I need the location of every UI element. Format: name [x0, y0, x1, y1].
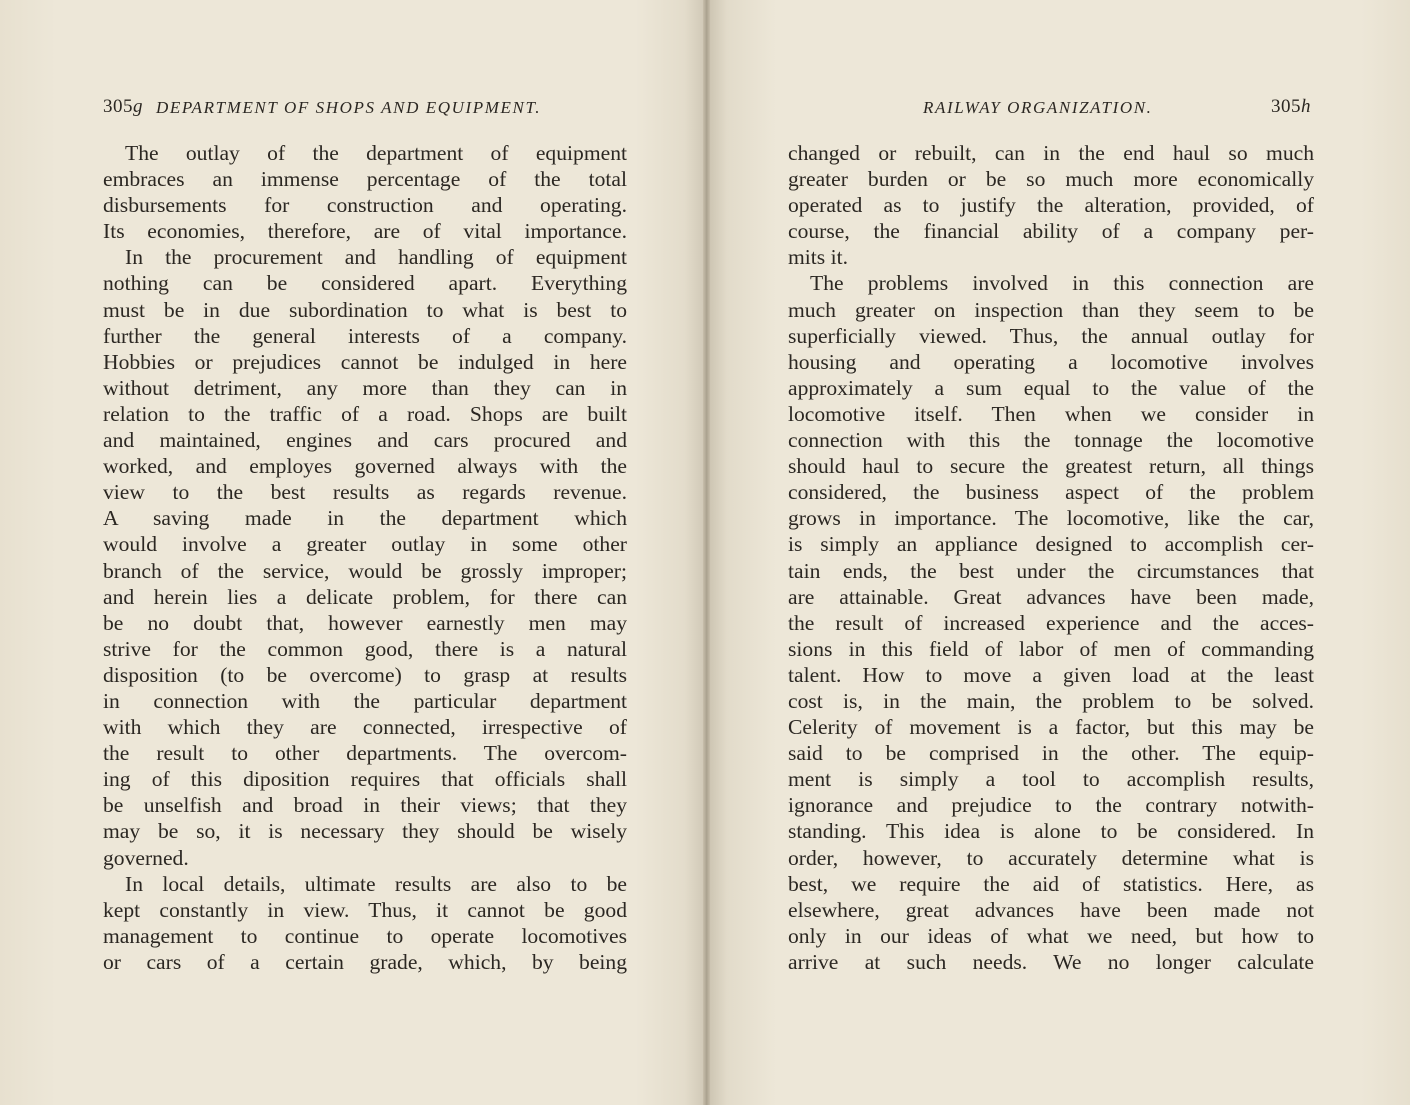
text-line: greater burden or be so much more economically [788, 167, 1314, 192]
text-line: should haul to secure the greatest return, all things [788, 454, 1314, 479]
right-page-number-suffix: h [1301, 96, 1311, 117]
text-line: are attainable. Great advances have been made, [788, 584, 1314, 609]
text-line: further the general interests of a company. [103, 323, 627, 348]
text-line: would involve a greater outlay in some other [103, 532, 627, 557]
text-line: Its economies, therefore, are of vital importance. [103, 219, 627, 244]
left-page-number-suffix: g [133, 96, 143, 117]
book-gutter [703, 0, 710, 1105]
text-line: ing of this diposition requires that officials shall [103, 767, 627, 792]
left-running-title: DEPARTMENT OF SHOPS AND EQUIPMENT. [156, 98, 542, 117]
text-line: mits it. [788, 245, 848, 270]
text-line: arrive at such needs. We no longer calculate [788, 949, 1314, 974]
text-line: only in our ideas of what we need, but how to [788, 923, 1314, 948]
text-line: ignorance and prejudice to the contrary notwith- [788, 793, 1314, 818]
text-line: is simply an appliance designed to accomplish cer- [788, 532, 1314, 557]
text-line: management to continue to operate locomotives [103, 923, 627, 948]
text-line: standing. This idea is alone to be considered. In [788, 819, 1314, 844]
text-line: connection with this the tonnage the locomotive [788, 428, 1314, 453]
text-line: nothing can be considered apart. Everything [103, 271, 627, 296]
text-line: order, however, to accurately determine what is [788, 845, 1314, 870]
left-page-number-digits: 305 [103, 96, 133, 117]
right-page-number-digits: 305 [1271, 96, 1301, 117]
right-running-head [923, 96, 1311, 124]
text-line: branch of the service, would be grossly improper; [103, 558, 627, 583]
text-line: grows in importance. The locomotive, like the car, [788, 506, 1314, 531]
text-line: the result of increased experience and the acces- [788, 610, 1314, 635]
text-line: view to the best results as regards revenue. [103, 480, 627, 505]
text-line: said to be comprised in the other. The equip- [788, 741, 1314, 766]
text-line: ment is simply a tool to accomplish results, [788, 767, 1314, 792]
text-line: and herein lies a delicate problem, for there can [103, 584, 627, 609]
right-page [706, 0, 1410, 1105]
text-line: in connection with the particular department [103, 688, 627, 713]
text-line: elsewhere, great advances have been made not [788, 897, 1314, 922]
right-body-text [788, 140, 1314, 975]
text-line: be no doubt that, however earnestly men may [103, 610, 627, 635]
text-line: operated as to justify the alteration, provided, of [788, 193, 1314, 218]
text-line: may be so, it is necessary they should be wisely [103, 819, 627, 844]
text-line: In the procurement and handling of equipment [125, 245, 627, 270]
text-line: In local details, ultimate results are also to be [125, 871, 627, 896]
text-line: the result to other departments. The overcom- [103, 741, 627, 766]
text-line: Celerity of movement is a factor, but this may be [788, 715, 1314, 740]
left-page-number [103, 96, 143, 118]
text-line: and maintained, engines and cars procured and [103, 428, 627, 453]
text-line: cost is, in the main, the problem to be solved. [788, 688, 1314, 713]
text-line: locomotive itself. Then when we consider in [788, 401, 1314, 426]
text-line: strive for the common good, there is a natural [103, 636, 627, 661]
text-line: be unselfish and broad in their views; that they [103, 793, 627, 818]
text-line: tain ends, the best under the circumstances that [788, 558, 1314, 583]
text-line: must be in due subordination to what is best to [103, 297, 627, 322]
text-line: approximately a sum equal to the value of the [788, 375, 1314, 400]
text-line: much greater on inspection than they seem to be [788, 297, 1314, 322]
text-line: talent. How to move a given load at the least [788, 662, 1314, 687]
text-line: sions in this field of labor of men of commanding [788, 636, 1314, 661]
right-page-number [1271, 96, 1311, 118]
text-line: The problems involved in this connection are [810, 271, 1314, 296]
text-line: The outlay of the department of equipment [125, 141, 627, 165]
text-line: governed. [103, 845, 189, 870]
text-line: embraces an immense percentage of the total [103, 167, 627, 192]
text-line: best, we require the aid of statistics. Here, as [788, 871, 1314, 896]
text-line: disposition (to be overcome) to grasp at results [103, 662, 627, 687]
text-line: superficially viewed. Thus, the annual outlay for [788, 323, 1314, 348]
text-line: housing and operating a locomotive involves [788, 349, 1314, 374]
text-line: course, the financial ability of a company per- [788, 219, 1314, 244]
text-line: considered, the business aspect of the problem [788, 480, 1314, 505]
left-body-text [103, 140, 627, 975]
text-line: changed or rebuilt, can in the end haul so much [788, 141, 1314, 165]
text-line: worked, and employes governed always with the [103, 454, 627, 479]
right-running-title: RAILWAY ORGANIZATION. [923, 98, 1153, 117]
text-line: without detriment, any more than they can in [103, 375, 627, 400]
text-line: relation to the traffic of a road. Shops are built [103, 401, 627, 426]
left-running-head [103, 96, 627, 124]
text-line: kept constantly in view. Thus, it cannot be good [103, 897, 627, 922]
text-line: or cars of a certain grade, which, by being [103, 949, 627, 974]
text-line: Hobbies or prejudices cannot be indulged in here [103, 349, 627, 374]
text-line: A saving made in the department which [103, 506, 627, 531]
text-line: with which they are connected, irrespective of [103, 715, 627, 740]
text-line: disbursements for construction and operating. [103, 193, 627, 218]
